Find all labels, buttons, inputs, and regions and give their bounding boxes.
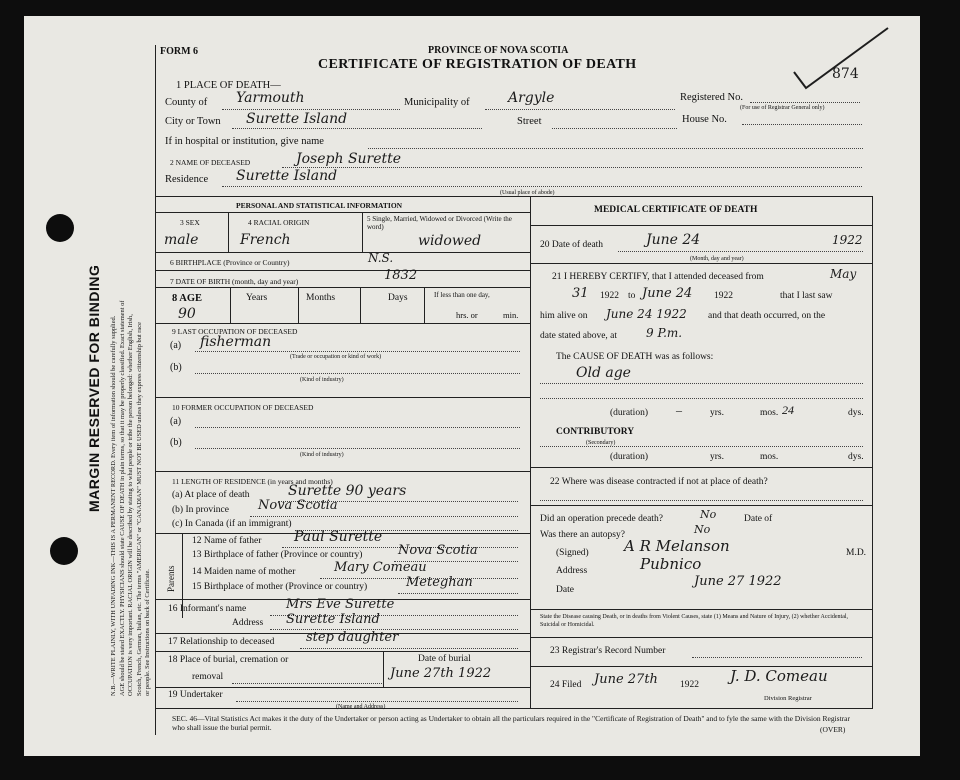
check-mark [780,22,900,92]
registrar-record-line [692,657,862,658]
sex-label: 3 SEX [180,218,200,227]
years-label: Years [246,293,268,303]
margin-instructions [110,86,153,696]
removal-line [232,683,382,684]
last-occ-b-line [195,373,520,374]
division-registrar-label: Division Registrar [764,695,812,702]
attended-to-date: June 24 [642,286,693,301]
months-divider [360,287,361,323]
sex-value: male [164,232,199,248]
certificate-date-label: Date [556,585,574,595]
deceased-name-label-text: 2 NAME OF DECEASED [170,158,251,167]
municipality-line [485,109,675,110]
form-title: CERTIFICATE OF REGISTRATION OF DEATH [318,57,637,72]
attended-from-day: 31 [572,286,589,301]
industry-note: (Kind of industry) [300,377,344,383]
house-no-label: House No. [682,114,727,125]
informant-address-value: Surette Island [286,612,380,627]
city-value: Surette Island [246,111,348,127]
operation-label: Did an operation precede death? [540,514,663,524]
duration-label: (duration) [610,408,648,418]
certificate-date-value: June 27 1922 [694,574,782,589]
former-occupation-label: 10 FORMER OCCUPATION OF DECEASED [172,403,314,412]
deceased-name-line [282,167,862,168]
duration-months-value: 24 [782,403,794,417]
physician-address-label: Address [556,566,588,576]
alive-on-label: him alive on [540,311,588,321]
death-occurred-label: and that death occurred, on the [708,311,826,321]
section-top-rule [155,196,873,197]
form-right-border [872,196,873,708]
date-of-label: Date of [744,514,773,524]
filed-label: 24 Filed [550,680,582,690]
deceased-name-label [170,157,250,168]
trade-note: (Trade or occupation or kind of work) [290,354,382,360]
age-value: 90 [178,306,196,322]
at-place-label: (a) At place of death [172,490,250,500]
sex-divider [228,212,229,252]
name-address-note: (Name and Address) [336,704,386,710]
filed-year-value: 1922 [680,680,699,690]
margin-title: MARGIN RESERVED FOR BINDING [86,264,102,512]
registration-stamp-number: 874 [832,66,859,82]
age-divider [230,287,231,323]
row-rule [155,252,530,253]
duration-years-value: – [676,403,682,417]
in-province-value: Nova Scotia [258,498,338,513]
hospital-line [368,148,863,149]
province-heading: PROVINCE OF NOVA SCOTIA [428,45,569,56]
secondary-note: (Secondary) [586,440,616,446]
residence-line [222,186,862,187]
date-of-burial-label: Date of burial [418,654,471,664]
certify-label: 21 I HEREBY CERTIFY, that I attended deceased from [552,272,764,282]
mother-name-value: Mary Comeau [334,560,427,575]
filed-date-value: June 27th [594,672,658,687]
days-divider [424,287,425,323]
autopsy-label: Was there an autopsy? [540,530,625,540]
place-of-death-label: 1 PLACE OF DEATH— [176,80,281,91]
relationship-label: 17 Relationship to deceased [168,637,275,647]
row-rule [530,505,872,506]
duration-label-2: (duration) [610,452,648,462]
to-label: to [628,291,636,301]
form-left-border [155,45,156,735]
attended-from-month: May [830,267,857,281]
in-canada-label: (c) In Canada (if an immigrant) [172,519,292,529]
md-label: M.D. [846,548,867,558]
in-province-line [250,516,518,517]
registrar-record-label: 23 Registrar's Record Number [550,646,666,656]
birthplace-label: 6 BIRTHPLACE (Province or Country) [170,258,290,267]
months-label: Months [306,293,336,303]
informant-label: 16 Informant's name [168,604,247,614]
physician-address-value: Pubnico [640,555,702,573]
death-date-value: June 24 [646,232,701,248]
last-saw-label: that I last saw [780,291,833,301]
margin-note: AGE should be stated EXACTLY. PHYSICIANS should state CAUSE OF DEATH in plain terms, so that it may be properly classified. Exact statement of [118,300,126,696]
marital-label [367,215,527,231]
cause-line-2 [540,398,863,399]
row-rule [155,323,530,324]
death-date-label: 20 Date of death [540,240,604,250]
cause-of-death-label: The CAUSE OF DEATH was as follows: [556,352,714,362]
violence-note [540,614,865,629]
min-label: min. [503,310,519,320]
at-place-value: Surette 90 years [288,483,407,499]
autopsy-value: No [694,523,711,536]
sec46-text: SEC. 46—Vital Statistics Act makes it the duty of the Undertaker or person acting as Undertaker to obtain all the particulars required in the "Certificate of Registration of Death" and to fyle the same with the Division Registrar who shall issue the burial permit. [172,714,850,732]
sec46-notice [172,714,862,732]
form-bottom-rule [155,708,873,709]
burial-date-divider [383,651,384,687]
personal-header-rule [155,212,530,213]
informant-value: Mrs Eve Surette [286,597,395,612]
former-occ-a-line [195,427,520,428]
mother-birthplace-label: 15 Birthplace of mother (Province or country) [192,582,368,592]
column-divider [530,196,531,708]
margin-note: OCCUPATION is very important. RACIAL ORIGIN will be described by stating to what people or tribe the person belonged: whether English, Irish, [127,314,135,696]
residence-value: Surette Island [236,168,338,184]
industry-note: (Kind of industry) [300,452,344,458]
mother-birthplace-line [398,593,518,594]
yrs-label: yrs. [710,408,724,418]
street-label: Street [517,116,542,127]
row-rule [155,287,530,288]
death-date-line [618,251,863,252]
row-rule [155,270,530,271]
hrs-label: hrs. or [456,310,478,320]
dob-value: 1832 [384,268,418,283]
father-name-label: 12 Name of father [192,536,262,546]
father-birthplace-label: 13 Birthplace of father (Province or country) [192,550,363,560]
contributory-label: CONTRIBUTORY [556,427,635,437]
registered-no-label: Registered No. [680,92,743,103]
contracted-line [540,500,863,501]
city-label: City or Town [165,116,221,127]
usual-abode-note: (Usual place of abode) [500,190,555,196]
contributory-line [540,446,863,447]
medical-header: MEDICAL CERTIFICATE OF DEATH [594,205,758,215]
in-province-label: (b) In province [172,505,229,515]
row-rule [530,467,872,468]
attended-from-year: 1922 [600,291,619,301]
physician-signature: A R Melanson [624,537,730,555]
mos-label-2: mos. [760,452,779,462]
row-rule [155,397,530,398]
marital-label-text: 5 Single, Married, Widowed or Divorced (Write the word) [367,215,512,231]
residence-label: Residence [165,174,209,185]
dys-label-2: dys. [848,452,864,462]
deceased-name-value: Joseph Surette [296,151,402,167]
dob-label: 7 DATE OF BIRTH (month, day and year) [170,277,299,286]
registrar-general-note: (For use of Registrar General only) [740,105,825,111]
row-rule [530,609,872,610]
father-birthplace-value: Nova Scotia [398,543,478,558]
row-rule [530,637,872,638]
street-line [552,128,677,129]
former-occ-b-label: (b) [170,437,182,448]
county-value: Yarmouth [236,90,305,106]
mother-name-label: 14 Maiden name of mother [192,567,296,577]
binding-margin [24,16,156,756]
municipality-label: Municipality of [404,97,470,108]
house-line [742,124,862,125]
relationship-value: step daughter [306,630,399,645]
death-time-value: 9 P.m. [646,326,683,340]
age-label: 8 AGE [172,293,203,304]
undertaker-label: 19 Undertaker [168,690,223,700]
less-than-day-label: If less than one day, [434,291,490,299]
former-occ-a-label: (a) [170,416,182,427]
personal-header: PERSONAL AND STATISTICAL INFORMATION [236,201,403,210]
margin-note: Scotch, French, German, Italian, etc. The terms "AMERICAN" or "CANADIAN" MUST NOT BE USED unless they express citizenship but race [135,322,143,696]
row-rule [530,263,872,264]
municipality-value: Argyle [508,90,555,106]
county-label: County of [165,97,208,108]
row-rule [155,471,530,472]
margin-note: N.B.—WRITE PLAINLY, WITH UNFADING INK—THIS IS A PERMANENT RECORD. Every item of information should be carefully supplied. [110,315,117,696]
length-of-residence-label: 11 LENGTH OF RESIDENCE (in years and months) [172,477,333,486]
dys-label: dys. [848,408,864,418]
margin-note: or people. See Instructions on back of Certificate. [144,569,152,696]
informant-address-label: Address [232,618,264,628]
month-day-year-note: (Month, day and year) [690,256,744,262]
birthplace-value: N.S. [368,251,394,265]
medical-header-rule [530,225,872,226]
last-occ-b-label: (b) [170,362,182,373]
burial-date-value: June 27th 1922 [390,666,492,681]
county-line [222,109,400,110]
form-number: FORM 6 [160,46,199,57]
relationship-line [300,648,518,649]
years-divider [298,287,299,323]
date-stated-label: date stated above, at [540,331,618,341]
removal-label: removal [192,672,224,682]
city-line [232,128,482,129]
operation-value: No [700,508,717,521]
violence-note-text: State the Disease causing Death, or in deaths from Violent Causes, state (1) Means and Nature of Injury, (2) whether Accidental, Suicidal or Homicidal. [540,614,849,628]
yrs-label-2: yrs. [710,452,724,462]
racial-divider [362,212,363,252]
former-occ-b-line [195,448,520,449]
death-year-value: 1922 [832,233,863,247]
last-occ-a-label: (a) [170,340,182,351]
certificate-paper [24,16,920,756]
cause-line-1 [540,383,863,384]
last-occupation-value: fisherman [200,334,272,350]
marital-value: widowed [418,233,482,249]
racial-label: 4 RACIAL ORIGIN [248,218,310,227]
burial-place-label: 18 Place of burial, cremation or [168,655,289,665]
attended-to-year: 1922 [714,291,733,301]
father-name-value: Paul Surette [294,529,383,545]
cause-of-death-value: Old age [576,365,631,381]
mos-label: mos. [760,408,779,418]
days-label: Days [388,293,408,303]
alive-on-value: June 24 1922 [606,307,687,321]
parents-label: Parents [166,565,176,592]
over-label: (OVER) [820,725,846,734]
disease-contracted-label: 22 Where was disease contracted if not at place of death? [550,477,768,487]
racial-value: French [240,232,291,248]
registrar-signature: J. D. Comeau [730,667,828,685]
hospital-label: If in hospital or institution, give name [165,136,324,147]
row-rule [155,687,530,688]
signed-label: (Signed) [556,548,589,558]
mother-birthplace-value: Meteghan [406,575,473,590]
last-occupation-label: 9 LAST OCCUPATION OF DECEASED [172,327,298,336]
row-rule [155,651,530,652]
